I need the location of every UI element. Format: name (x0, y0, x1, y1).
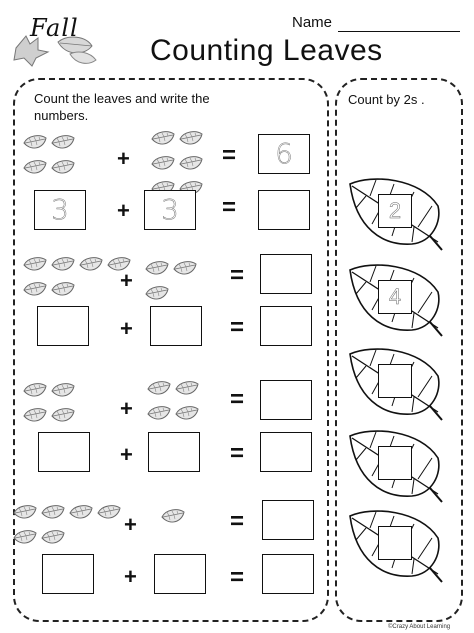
leaf-icon (50, 407, 76, 430)
equals-sign: = (230, 440, 245, 467)
count-by-title: Count by 2s . (348, 92, 425, 107)
left-count-box[interactable] (38, 432, 90, 472)
leaf-icon (22, 256, 48, 279)
leaf-icon (40, 529, 66, 552)
sum-answer-box[interactable] (260, 432, 312, 472)
left-leaf-group (22, 134, 102, 178)
count-leaf (342, 424, 452, 513)
plus-sign: + (120, 268, 133, 293)
instructions: Count the leaves and write the numbers. (34, 91, 210, 123)
leaf-icon (50, 281, 76, 304)
leaf-icon (50, 382, 76, 405)
right-leaf-group (146, 380, 216, 428)
name-label: Name (292, 14, 333, 31)
leaf-icon (144, 260, 170, 283)
left-count-box[interactable] (37, 306, 89, 346)
copyright: ©Crazy About Learning (388, 624, 451, 630)
count-answer-box[interactable]: 2 (378, 194, 412, 228)
season-label: Fall (30, 14, 79, 42)
leaf-icon (40, 504, 66, 527)
leaf-icon (144, 285, 170, 308)
count-answer-box[interactable] (378, 526, 412, 560)
plus-sign: + (117, 146, 130, 171)
leaf-icon (12, 529, 38, 552)
leaf-icon (22, 281, 48, 304)
count-leaf (342, 342, 452, 431)
leaf-icon (150, 130, 176, 153)
sum-answer-box[interactable] (260, 380, 312, 420)
leaf-icon (172, 260, 198, 283)
leaf-icon (178, 130, 204, 153)
sum-answer-box[interactable] (260, 254, 312, 294)
equals-sign: = (222, 142, 237, 169)
left-count-box[interactable] (42, 554, 94, 594)
count-leaf (342, 504, 452, 593)
leaf-icon (22, 134, 48, 157)
equals-sign: = (230, 314, 245, 341)
leaf-icon (50, 256, 76, 279)
right-leaf-group (144, 260, 214, 290)
leaf-icon (174, 405, 200, 428)
sum-answer-box[interactable] (262, 500, 314, 540)
right-count-box[interactable] (154, 554, 206, 594)
right-leaf-group (160, 508, 194, 532)
left-count-box[interactable]: 3 (34, 190, 86, 230)
count-leaf (342, 172, 452, 261)
plus-sign: + (124, 564, 137, 589)
plus-sign: + (120, 396, 133, 421)
equals-sign: = (230, 508, 245, 535)
left-leaf-group (22, 256, 132, 304)
sum-answer-box[interactable]: 6 (258, 134, 310, 174)
plus-sign: + (120, 316, 133, 341)
equals-sign: = (230, 386, 245, 413)
sum-answer-box[interactable] (260, 306, 312, 346)
count-leaf (342, 258, 452, 347)
leaf-icon (22, 407, 48, 430)
page-title: Counting Leaves (150, 34, 383, 67)
leaf-icon (160, 508, 186, 531)
leaf-icon (50, 134, 76, 157)
right-leaf-group (150, 130, 220, 180)
equals-sign: = (230, 564, 245, 591)
plus-sign: + (120, 442, 133, 467)
count-answer-box[interactable] (378, 364, 412, 398)
right-count-box[interactable] (150, 306, 202, 346)
equals-sign: = (222, 194, 237, 221)
leaf-icon (174, 380, 200, 403)
leaf-icon (78, 256, 104, 279)
leaf-icon (12, 504, 38, 527)
plus-sign: + (117, 198, 130, 223)
name-field[interactable] (338, 31, 460, 32)
left-leaf-group (22, 382, 102, 430)
count-answer-box[interactable] (378, 446, 412, 480)
leaf-icon (146, 380, 172, 403)
right-count-box[interactable]: 3 (144, 190, 196, 230)
left-leaf-group (12, 504, 126, 534)
plus-sign: + (124, 512, 137, 537)
leaf-icon (146, 405, 172, 428)
leaf-icon (150, 155, 176, 178)
equals-sign: = (230, 262, 245, 289)
sum-answer-box[interactable] (258, 190, 310, 230)
leaf-icon (68, 504, 94, 527)
leaf-icon (50, 159, 76, 182)
sum-answer-box[interactable] (262, 554, 314, 594)
leaf-icon (22, 382, 48, 405)
leaf-icon (22, 159, 48, 182)
count-answer-box[interactable]: 4 (378, 280, 412, 314)
right-count-box[interactable] (148, 432, 200, 472)
leaf-icon (178, 155, 204, 178)
leaf-icon (96, 504, 122, 527)
